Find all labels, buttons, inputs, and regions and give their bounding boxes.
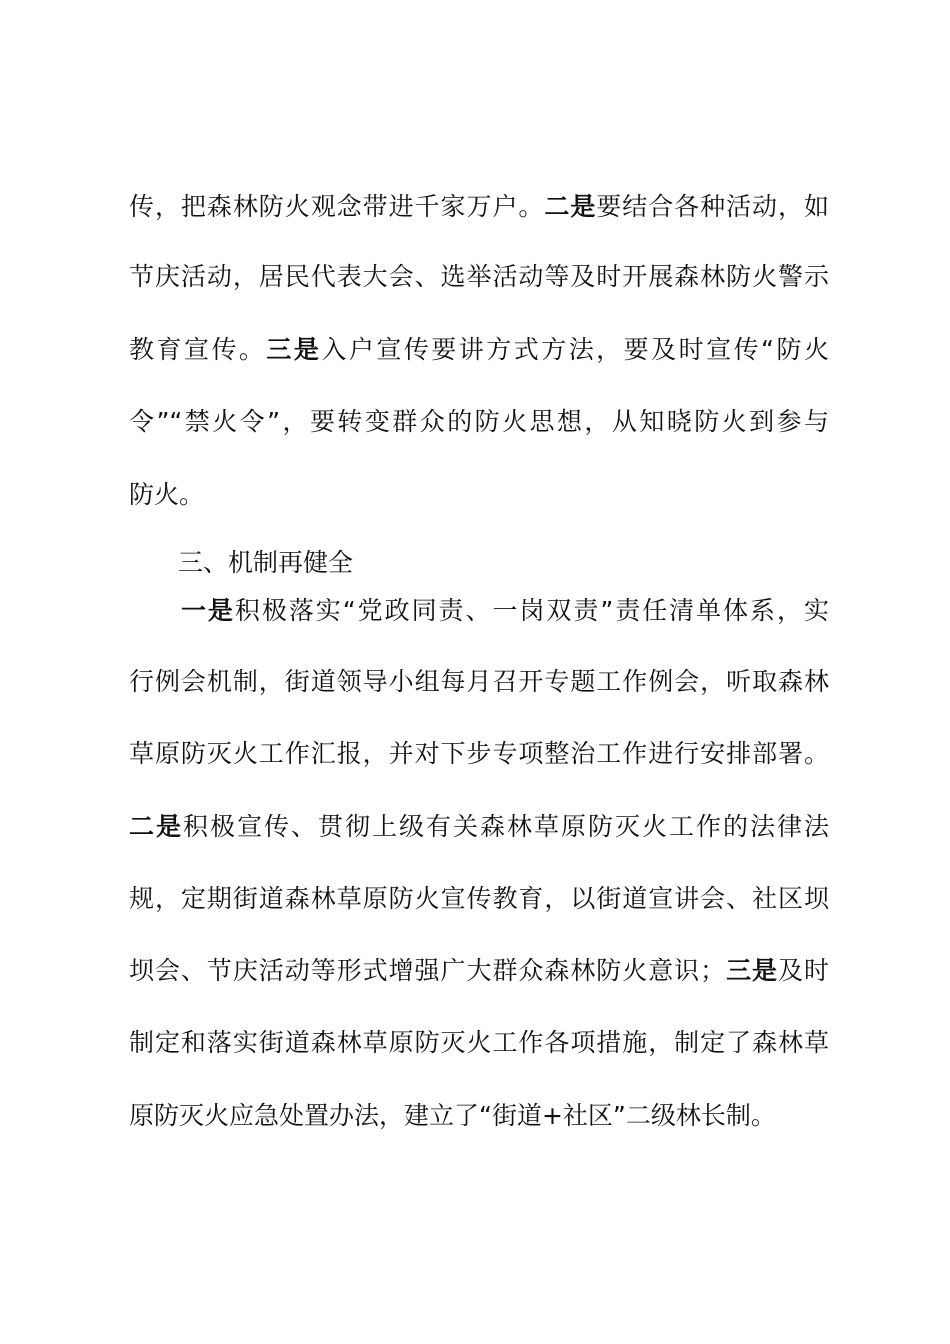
paragraph-line xyxy=(129,810,829,844)
paragraph-line: 制定和落实街道森林草原防灭火工作各项措施，制定了森林草 xyxy=(129,1028,829,1057)
paragraph-line: 行例会机制，街道领导小组每月召开专题工作例会，听取森林 xyxy=(129,667,829,696)
section-heading: 三、机制再健全 xyxy=(178,548,354,577)
paragraph-line: 节庆活动，居民代表大会、选举活动等及时开展森林防火警示 xyxy=(129,262,829,291)
text-run: 传，把森林防火观念带进千家万户。 xyxy=(129,192,545,221)
bold-marker: 二是 xyxy=(544,192,597,221)
paragraph-line: 令”“禁火令”，要转变群众的防火思想，从知晓防火到参与 xyxy=(129,407,829,436)
bold-marker: 一是 xyxy=(179,596,235,625)
paragraph-line: 原防灭火应急处置办法，建立了“街道+社区”二级林长制。 xyxy=(129,1101,776,1130)
text-run: 坝会、节庆活动等形式增强广大群众森林防火意识； xyxy=(129,956,726,985)
paragraph-line: 防火。 xyxy=(129,480,205,509)
text-run: 要结合各种活动，如 xyxy=(596,192,829,221)
paragraph-line xyxy=(129,333,829,367)
text-run: 入户宣传要讲方式方法，要及时宣传“防火 xyxy=(321,335,829,364)
text-run: 积极落实“党政同责、一岗双责”责任清单体系，实 xyxy=(234,596,829,625)
bold-marker: 二是 xyxy=(129,812,183,841)
paragraph-line xyxy=(129,190,829,224)
paragraph-line: 规，定期街道森林草原防火宣传教育，以街道宣讲会、社区坝 xyxy=(129,884,829,913)
paragraph-line xyxy=(129,954,829,988)
bold-marker: 三是 xyxy=(725,956,779,985)
paragraph-line xyxy=(129,594,829,628)
bold-marker: 三是 xyxy=(266,335,322,364)
text-run: 及时 xyxy=(778,956,829,985)
text-run: 积极宣传、贯彻上级有关森林草原防灭火工作的法律法 xyxy=(183,812,829,841)
paragraph-line: 草原防灭火工作汇报，并对下步专项整治工作进行安排部署。 xyxy=(129,739,829,768)
text-run: 教育宣传。 xyxy=(129,335,267,364)
